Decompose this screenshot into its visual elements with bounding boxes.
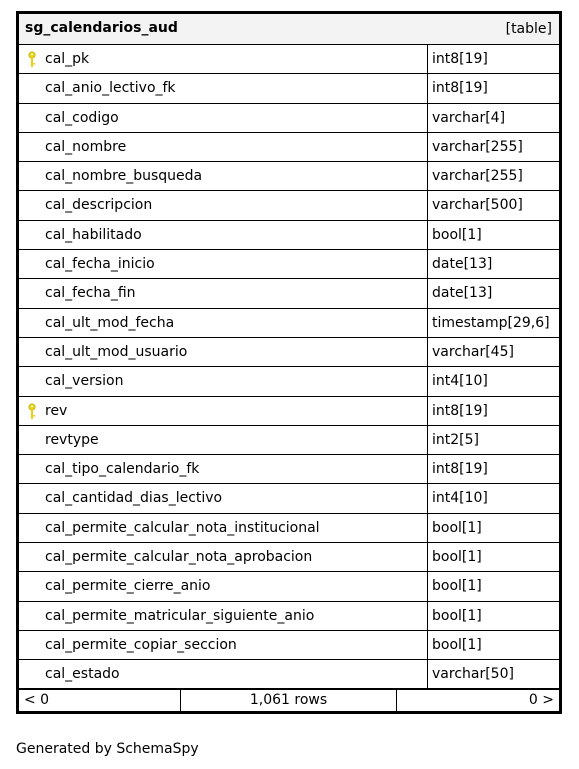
column-name-cell — [19, 162, 428, 190]
column-name-cell — [19, 514, 428, 542]
column-row[interactable] — [19, 250, 559, 279]
column-row[interactable] — [19, 572, 559, 601]
column-name: cal_cantidad_dias_lectivo — [45, 490, 223, 507]
table-node — [16, 11, 562, 714]
generated-by-label: Generated by SchemaSpy — [16, 741, 199, 757]
column-type: varchar[255] — [432, 138, 523, 155]
column-name: cal_anio_lectivo_fk — [45, 80, 176, 97]
column-name: cal_permite_matricular_siguiente_anio — [45, 607, 315, 624]
column-name: cal_estado — [45, 666, 120, 683]
column-name: cal_pk — [45, 51, 90, 67]
primary-key-icon — [27, 51, 37, 69]
column-row[interactable] — [19, 484, 559, 513]
column-name-cell — [19, 133, 428, 161]
column-type: varchar[45] — [432, 343, 514, 360]
column-name-cell — [19, 309, 428, 337]
column-row[interactable] — [19, 133, 559, 162]
column-name: cal_habilitado — [45, 226, 142, 243]
column-row[interactable] — [19, 191, 559, 220]
table-header — [19, 14, 559, 45]
column-name-cell — [19, 104, 428, 132]
column-type: varchar[4] — [432, 109, 506, 126]
column-name: cal_descripcion — [45, 197, 153, 214]
column-name: cal_permite_calcular_nota_institucional — [45, 519, 320, 536]
column-type: int8[19] — [432, 51, 488, 67]
column-type: int8[19] — [432, 402, 488, 419]
column-row[interactable] — [19, 660, 559, 689]
column-type: bool[1] — [432, 226, 482, 243]
column-name: cal_permite_cierre_anio — [45, 578, 211, 595]
parents-count-cell — [19, 689, 181, 711]
children-count-cell — [397, 689, 559, 711]
column-name-cell — [19, 602, 428, 630]
column-name-cell — [19, 397, 428, 425]
column-row[interactable] — [19, 162, 559, 191]
column-name: cal_permite_calcular_nota_aprobacion — [45, 549, 313, 566]
column-name-cell — [19, 367, 428, 395]
column-name: cal_ult_mod_usuario — [45, 343, 188, 360]
column-row[interactable] — [19, 367, 559, 396]
column-type: timestamp[29,6] — [432, 314, 550, 331]
column-row[interactable] — [19, 221, 559, 250]
column-name: cal_tipo_calendario_fk — [45, 461, 200, 478]
column-name-cell — [19, 572, 428, 600]
column-name-cell — [19, 338, 428, 366]
column-row[interactable] — [19, 602, 559, 631]
column-type: int4[10] — [432, 490, 488, 507]
column-name: rev — [45, 402, 68, 419]
column-name-cell — [19, 74, 428, 102]
row-count-cell — [181, 689, 397, 711]
column-type: varchar[50] — [432, 666, 514, 683]
table-name[interactable]: sg_calendarios_aud — [25, 20, 178, 36]
column-row[interactable] — [19, 543, 559, 572]
column-name-cell — [19, 484, 428, 512]
column-name: cal_fecha_fin — [45, 285, 136, 302]
column-name-cell — [19, 455, 428, 483]
column-row[interactable] — [19, 338, 559, 367]
column-type: date[13] — [432, 256, 493, 273]
column-name-cell — [19, 45, 428, 73]
column-name-cell — [19, 221, 428, 249]
column-name-cell — [19, 191, 428, 219]
column-type: varchar[500] — [432, 197, 523, 214]
column-name: cal_nombre — [45, 138, 127, 155]
column-name: cal_fecha_inicio — [45, 256, 155, 273]
column-name-cell — [19, 279, 428, 307]
table-type-label: [table] — [505, 21, 552, 37]
column-type: int2[5] — [432, 431, 479, 448]
column-name: cal_nombre_busqueda — [45, 168, 203, 185]
column-name: revtype — [45, 431, 99, 448]
children-count: 0 > — [528, 692, 554, 708]
table-footer — [19, 689, 559, 711]
column-row[interactable] — [19, 631, 559, 660]
column-name-cell — [19, 426, 428, 454]
column-name-cell — [19, 631, 428, 659]
column-row[interactable] — [19, 397, 559, 426]
column-type: bool[1] — [432, 578, 482, 595]
column-row[interactable] — [19, 279, 559, 308]
column-row[interactable] — [19, 45, 559, 74]
column-type: bool[1] — [432, 549, 482, 566]
column-type: bool[1] — [432, 519, 482, 536]
column-type: int8[19] — [432, 461, 488, 478]
row-count: 1,061 rows — [249, 692, 328, 708]
column-list — [19, 45, 559, 690]
column-row[interactable] — [19, 104, 559, 133]
column-type: bool[1] — [432, 636, 482, 653]
column-name-cell — [19, 250, 428, 278]
column-name-cell — [19, 543, 428, 571]
column-type: varchar[255] — [432, 168, 523, 185]
column-row[interactable] — [19, 309, 559, 338]
column-type: int8[19] — [432, 80, 488, 97]
column-type: bool[1] — [432, 607, 482, 624]
column-row[interactable] — [19, 426, 559, 455]
column-type: int4[10] — [432, 373, 488, 390]
column-row[interactable] — [19, 455, 559, 484]
column-name: cal_version — [45, 373, 124, 390]
column-name: cal_codigo — [45, 109, 119, 126]
column-name: cal_permite_copiar_seccion — [45, 636, 237, 653]
parents-count: < 0 — [24, 692, 50, 708]
column-name-cell — [19, 660, 428, 687]
column-row[interactable] — [19, 514, 559, 543]
column-type: date[13] — [432, 285, 493, 302]
column-row[interactable] — [19, 74, 559, 103]
primary-key-icon — [27, 403, 37, 421]
column-name: cal_ult_mod_fecha — [45, 314, 175, 331]
